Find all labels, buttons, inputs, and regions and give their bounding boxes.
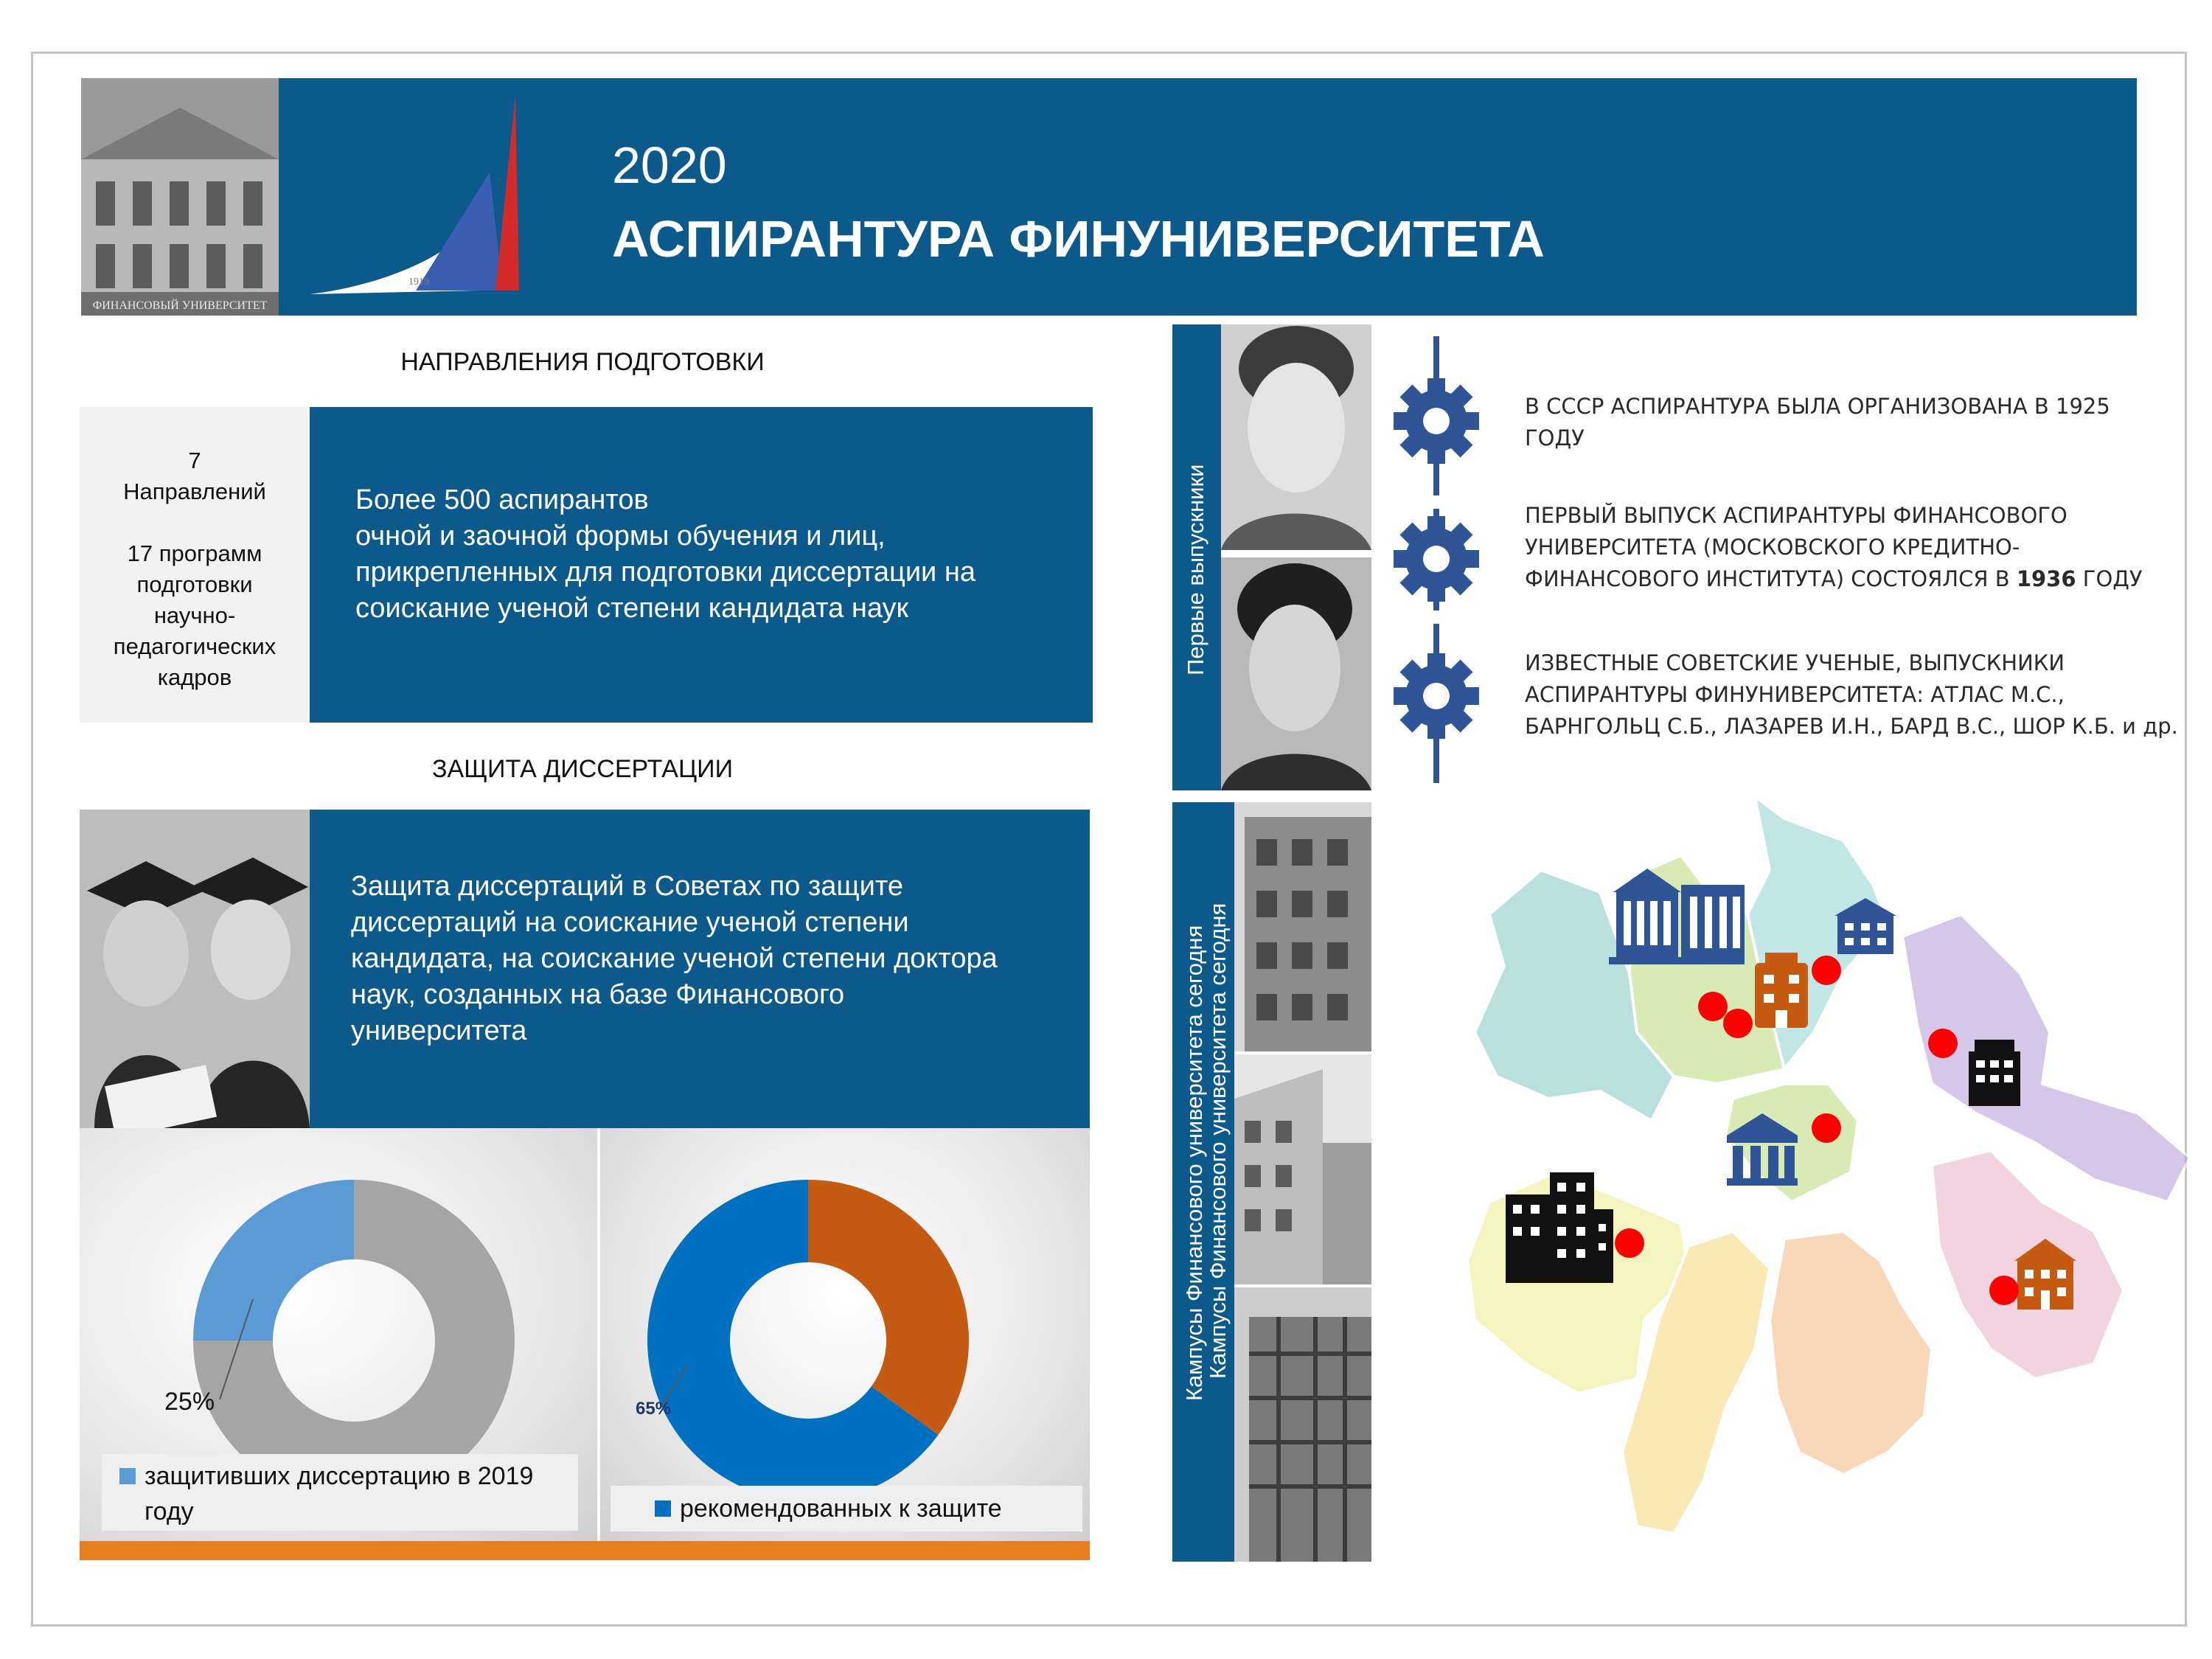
training-description-line: соискание ученой степени кандидата наук [355,593,909,624]
map-district [1902,914,2190,1202]
donut-slice-1 [808,1180,969,1435]
legend-swatch [119,1468,136,1484]
legend-label: защитивших диссертацию в 2019 [145,1462,534,1490]
office-building-icon [1969,1040,2020,1106]
legend-label-continued: году [145,1498,194,1526]
fact-line: В СССР АСПИРАНТУРА БЫЛА ОРГАНИЗОВАНА В 1925 [1525,394,2110,419]
fact-year: 1936 [2016,566,2076,591]
map-marker-icon [1723,1009,1753,1038]
defense-description-line: диссертаций на соискание ученой степени [351,907,909,938]
programs-line: 17 программ [127,540,262,566]
campuses-label-shadow: Кампусы Финансового университета сегодня [1205,902,1231,1379]
defense-description-box [310,810,1090,1128]
fact-line: АСПИРАНТУРЫ ФИНУНИВЕРСИТЕТА: АТЛАС М.С., [1525,682,2065,707]
programs-line: научно- [153,602,236,628]
data-label-65: 65% [636,1399,672,1419]
map-marker-icon [1615,1228,1644,1258]
fact-line: УНИВЕРСИТЕТА (МОСКОВСКОГО КРЕДИТНО- [1525,535,2020,560]
fact-line: ГОДУ [1525,425,1585,451]
fact-3 [1525,647,2188,742]
legend-label: рекомендованных к защите [680,1494,1002,1523]
programs-line: кадров [157,664,232,690]
logo-year: 1919 [408,276,429,288]
training-description-box [310,407,1093,723]
campus-photo-3 [1234,1287,1371,1562]
donut-chart-recommended [647,1180,969,1501]
campus-photo-2 [1234,1054,1371,1284]
graduates-label: Первые выпускники [1183,464,1208,675]
graduate-portrait-1 [1221,324,1371,550]
training-description-line: прикрепленных для подготовки диссертации на [355,557,975,588]
chart-right [600,1128,1090,1541]
fact-line [1525,563,2188,595]
training-description-line: Более 500 аспирантов [355,484,649,515]
defense-description-line: наук, созданных на базе Финансового [351,979,845,1010]
gear-icon [1394,378,1479,464]
header-banner [279,78,2137,316]
gear-icon [1394,516,1479,602]
graduates-photo [80,810,310,1128]
map-marker-icon [1812,1113,1841,1143]
donut-slice-2 [193,1180,354,1340]
map-marker-icon [1989,1276,2019,1305]
charts-panel [80,1128,1090,1541]
building-sign: ФИНАНСОВЫЙ УНИВЕРСИТЕТ [92,299,268,312]
defense-heading: ЗАЩИТА ДИССЕРТАЦИИ [431,755,734,783]
defense-description-line: Защита диссертаций в Советах по защите [351,871,904,902]
graduate-portrait-2 [1221,557,1371,790]
legend-swatch [655,1500,671,1517]
programs-line: подготовки [136,571,253,597]
campuses-label: Кампусы Финансового университета сегодня [1181,925,1207,1401]
campus-photo-1 [1234,802,1371,1051]
fact-line: БАРНГОЛЬЦ С.Б., ЛАЗАРЕВ И.Н., БАРД В.С., ШОР К.Б. и др. [1525,714,2178,739]
campuses-strip [1172,802,1234,1562]
page-title: АСПИРАНТУРА ФИНУНИВЕРСИТЕТА [612,210,1545,268]
fact-1 [1525,391,2188,454]
map-district [1770,1231,1932,1475]
directions-label: Направлений [123,479,266,504]
training-description-line: очной и заочной формы обучения и лиц, [355,521,886,552]
legend-defended [102,1454,578,1531]
office-building-icon [1755,953,1808,1028]
moscow-districts-map [1460,789,2197,1600]
header-building-photo [81,78,279,316]
header-year: 2020 [612,136,727,194]
fact-text: ФИНАНСОВОГО ИНСТИТУТА) СОСТОЯЛСЯ В [1525,566,2017,591]
map-marker-icon [1698,992,1728,1021]
programs-line: педагогических [113,633,276,659]
data-label-25: 25% [164,1388,215,1416]
fact-text: ГОДУ [2076,566,2143,591]
fact-line: ИЗВЕСТНЫЕ СОВЕТСКИЕ УЧЕНЫЕ, ВЫПУСКНИКИ [1525,650,2065,675]
graduates-strip [1172,324,1221,790]
donut-chart-defended [193,1180,515,1501]
fact-2 [1525,500,2188,595]
map-marker-icon [1928,1029,1958,1058]
training-heading: НАПРАВЛЕНИЯ ПОДГОТОВКИ [400,348,765,376]
legend-recommended [611,1486,1082,1531]
fact-line: ПЕРВЫЙ ВЫПУСК АСПИРАНТУРЫ ФИНАНСОВОГО [1525,503,2067,528]
gear-icon [1394,653,1479,739]
timeline [1386,336,1489,793]
map-marker-icon [1812,956,1841,985]
directions-count: 7 [188,448,201,473]
defense-description-line: кандидата, на соискание ученой степени доктора [351,943,998,974]
defense-description-line: университета [351,1015,527,1046]
university-logo [305,91,541,305]
orange-bar [80,1541,1090,1560]
training-stats-box [80,407,310,723]
